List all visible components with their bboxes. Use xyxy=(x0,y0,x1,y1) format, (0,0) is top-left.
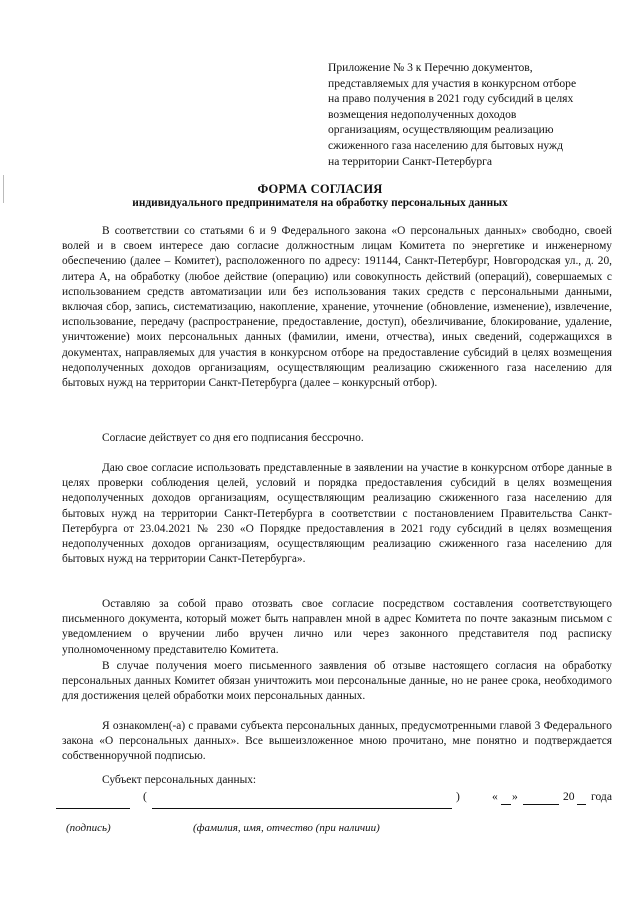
date-close-quote: » xyxy=(512,790,518,803)
signature-caption: (подпись) xyxy=(66,822,111,834)
name-open-paren: ( xyxy=(143,790,147,803)
appendix-line: сжиженного газа населению для бытовых нужд xyxy=(328,138,563,152)
paragraph-acknowledgement xyxy=(62,719,612,765)
full-name-line[interactable] xyxy=(152,808,452,809)
paragraph-text: Согласие действует со дня его подписания бессрочно. xyxy=(102,432,364,444)
subject-label xyxy=(62,773,612,788)
paragraph-data-use xyxy=(62,461,612,567)
signature-line[interactable] xyxy=(56,808,130,809)
date-year-prefix: 20 xyxy=(563,790,575,803)
name-close-paren: ) xyxy=(456,790,460,803)
paragraph-text: В случае получения моего письменного заявления об отзыве настоящего согласия на обработку персональных данных Комитет обязан уничтожить мои персональные данные, но не ранее срока, необходимого для достижения целей обработки моих персональных данных. xyxy=(62,660,612,703)
date-year-word: года xyxy=(591,790,612,803)
appendix-line: возмещения недополученных доходов xyxy=(328,107,517,121)
paragraph-text: Субъект персональных данных: xyxy=(102,774,257,786)
paragraph-revocation xyxy=(62,597,612,658)
appendix-line: на право получения в 2021 году субсидий в целях xyxy=(328,92,574,106)
appendix-line: на территории Санкт-Петербурга xyxy=(328,154,493,168)
appendix-line: Приложение № 3 к Перечню документов, xyxy=(328,61,533,74)
date-open-quote: « xyxy=(492,790,498,803)
paragraph-destruction xyxy=(62,659,612,705)
appendix-line: организациям, осуществляющим реализацию xyxy=(328,123,554,137)
date-month-line[interactable] xyxy=(523,804,559,805)
paragraph-text: Я ознакомлен(-а) с правами субъекта персональных данных, предусмотренными главой 3 Федерального закона «О персональных данных». Все вышеизложенное мною прочитано, мне понятно и подтверждается собственноручной подписью. xyxy=(62,720,612,763)
paragraph-text: В соответствии со статьями 6 и 9 Федерального закона «О персональных данных» свободно, своей волей и в своем интересе даю согласие должностным лицам Комитета по энергетике и инженерному обеспечению (далее – Комитет), расположенного по адресу: 191144, Санкт-Петербург, Новгородская ул., д. 20, литера А, на обработку (любое действие (операцию) или совокупность действий (операций), совершаемых с использованием средств автоматизации или без использования таких средств с персональными данными, включая сбор, запись, систематизацию, накопление, хранение, уточнение (обновление, изменение), извлечение, использование, передачу (распространение, предоставление, доступ), обезличивание, блокирование, удаление, уничтожение) моих персональных данных (фамилии, имени, отчества), иных сведений, содержащихся в документах, направляемых для участия в конкурсном отборе на предоставление субсидий в целях возмещения недополученных доходов организациям, осуществляющим реализацию сжиженного газа населению для бытовых нужд на территории Санкт-Петербурга (далее – конкурсный отбор). xyxy=(62,225,612,390)
paragraph-text: Оставляю за собой право отозвать свое согласие посредством составления соответствующего письменного документа, который может быть направлен мной в адрес Комитета по почте заказным письмом с уведомлением о вручении либо вручен лично или через законного представителя под расписку уполномоченному представителю Комитета. xyxy=(62,598,612,656)
full-name-caption: (фамилия, имя, отчество (при наличии) xyxy=(193,822,380,834)
paragraph-consent xyxy=(62,224,612,391)
form-title: ФОРМА СОГЛАСИЯ xyxy=(257,182,383,196)
appendix-note xyxy=(328,60,608,169)
appendix-line: представляемых для участия в конкурсном отборе xyxy=(328,76,577,90)
date-day-line[interactable] xyxy=(501,804,511,805)
paragraph-validity xyxy=(62,431,612,446)
date-year-line[interactable] xyxy=(577,804,586,805)
form-subtitle: индивидуального предпринимателя на обработку персональных данных xyxy=(132,197,508,209)
paragraph-text: Даю свое согласие использовать представленные в заявлении на участие в конкурсном отборе данные в целях проверки соблюдения целей, условий и порядка предоставления субсидий в целях возмещения недополученных доходов организациям, осуществляющим реализацию сжиженного газа населению для бытовых нужд на территории Санкт-Петербурга в соответствии с постановлением Правительства Санкт-Петербурга от 23.04.2021 № 230 «О Порядке предоставления в 2021 году субсидий в целях возмещения недополученных доходов организациям, осуществляющим реализацию сжиженного газа населению для бытовых нужд на территории Санкт-Петербурга». xyxy=(62,462,612,566)
